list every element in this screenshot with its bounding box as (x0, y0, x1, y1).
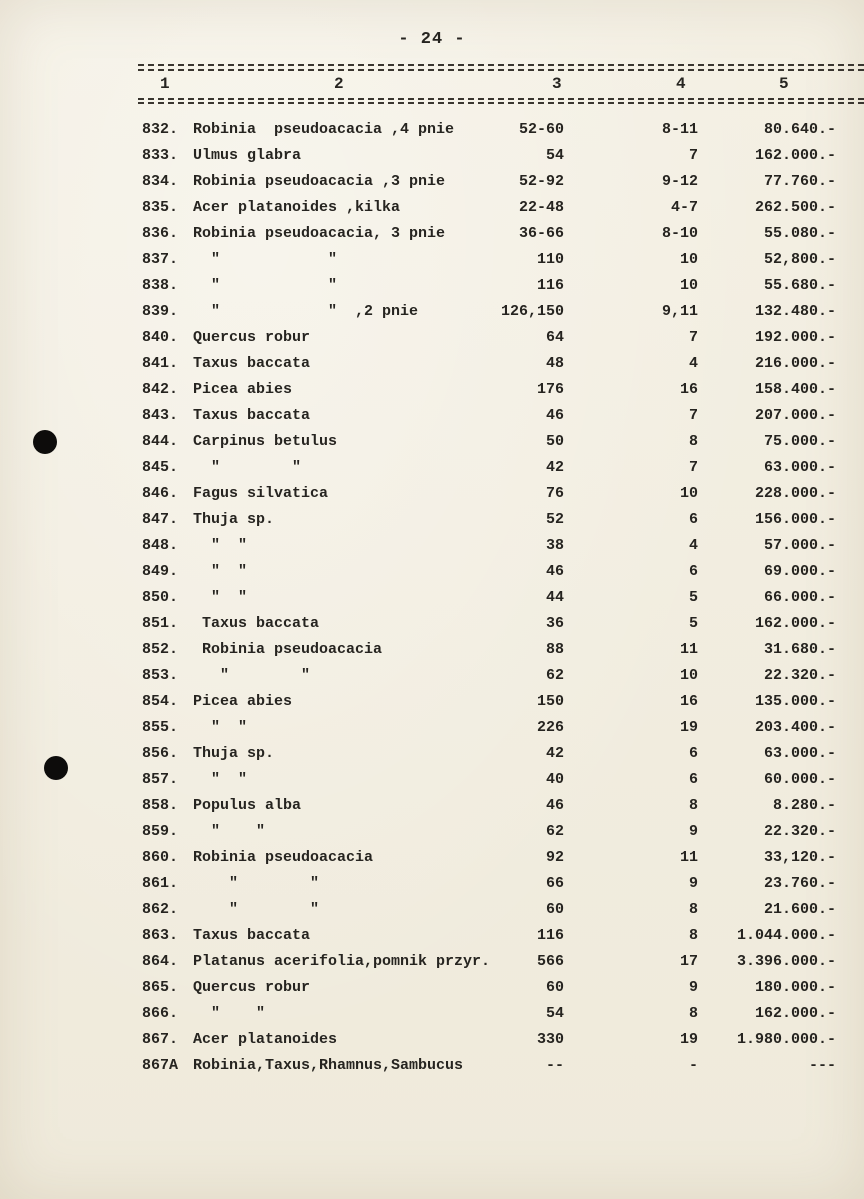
value-cell: 158.400.- (754, 381, 836, 398)
value-cell: 216.000.- (754, 355, 836, 372)
table-row (0, 793, 864, 819)
table-row (0, 715, 864, 741)
girth-cell: 116 (536, 927, 564, 944)
species-name: Fagus silvatica (193, 485, 329, 502)
table-row (0, 195, 864, 221)
species-name: Populus alba (193, 797, 302, 814)
height-cell: 7 (688, 329, 698, 346)
header-rule-top (138, 64, 864, 66)
girth-cell: 88 (545, 641, 564, 658)
girth-cell: 62 (545, 823, 564, 840)
girth-cell: 40 (545, 771, 564, 788)
table-row (0, 273, 864, 299)
girth-cell: 150 (536, 693, 564, 710)
table-row (0, 403, 864, 429)
height-cell: 8 (688, 433, 698, 450)
row-number: 846. (142, 485, 179, 502)
species-name: " " (193, 901, 320, 918)
species-name: " " (193, 823, 266, 840)
girth-cell: 38 (545, 537, 564, 554)
girth-cell: 48 (545, 355, 564, 372)
row-number: 858. (142, 797, 179, 814)
girth-cell: 116 (536, 277, 564, 294)
species-name: " " (193, 459, 302, 476)
girth-cell: 566 (536, 953, 564, 970)
species-name: " " ,2 pnie (193, 303, 419, 320)
row-number: 864. (142, 953, 179, 970)
species-name: " " (193, 667, 311, 684)
value-cell: 8.280.- (772, 797, 836, 814)
species-name: Acer platanoides ,kilka (193, 199, 401, 216)
table-row (0, 689, 864, 715)
table-row (0, 1027, 864, 1053)
table-row (0, 1053, 864, 1079)
value-cell: 1.044.000.- (736, 927, 836, 944)
row-number: 852. (142, 641, 179, 658)
value-cell: 132.480.- (754, 303, 836, 320)
height-cell: 9 (688, 823, 698, 840)
row-number: 860. (142, 849, 179, 866)
row-number: 839. (142, 303, 179, 320)
species-name: Taxus baccata (193, 355, 311, 372)
table-row (0, 975, 864, 1001)
row-number: 855. (142, 719, 179, 736)
height-cell: 9 (688, 979, 698, 996)
value-cell: 228.000.- (754, 485, 836, 502)
row-number: 856. (142, 745, 179, 762)
row-number: 833. (142, 147, 179, 164)
girth-cell: 60 (545, 901, 564, 918)
value-cell: 180.000.- (754, 979, 836, 996)
girth-cell: 52-92 (518, 173, 564, 190)
page-number: - 24 - (398, 30, 466, 49)
species-name: Thuja sp. (193, 511, 275, 528)
row-number: 847. (142, 511, 179, 528)
height-cell: 10 (679, 667, 698, 684)
column-header-3: 3 (552, 75, 562, 93)
height-cell: 11 (679, 849, 698, 866)
table-row (0, 611, 864, 637)
girth-cell: 22-48 (518, 199, 564, 216)
species-name: Platanus acerifolia,pomnik przyr. (193, 953, 491, 970)
row-number: 861. (142, 875, 179, 892)
girth-cell: 50 (545, 433, 564, 450)
species-name: " " (193, 563, 248, 580)
value-cell: 33,120.- (763, 849, 836, 866)
row-number: 851. (142, 615, 179, 632)
species-name: " " (193, 589, 248, 606)
value-cell: 57.000.- (763, 537, 836, 554)
value-cell: 162.000.- (754, 1005, 836, 1022)
girth-cell: 66 (545, 875, 564, 892)
table-row (0, 949, 864, 975)
girth-cell: 46 (545, 563, 564, 580)
girth-cell: 226 (536, 719, 564, 736)
girth-cell: 54 (545, 147, 564, 164)
height-cell: 16 (679, 381, 698, 398)
table-row (0, 481, 864, 507)
row-number: 867. (142, 1031, 179, 1048)
header-rule-bottom-double (138, 102, 864, 104)
row-number: 863. (142, 927, 179, 944)
header-rule-bottom (138, 98, 864, 100)
girth-cell: 62 (545, 667, 564, 684)
species-name: Thuja sp. (193, 745, 275, 762)
species-name: Picea abies (193, 693, 293, 710)
table-row (0, 897, 864, 923)
table-row (0, 247, 864, 273)
species-name: Taxus baccata (193, 927, 311, 944)
row-number: 836. (142, 225, 179, 242)
tree-table (0, 117, 864, 1079)
table-row (0, 221, 864, 247)
column-header-5: 5 (779, 75, 789, 93)
table-row (0, 1001, 864, 1027)
value-cell: 77.760.- (763, 173, 836, 190)
height-cell: 17 (679, 953, 698, 970)
value-cell: 75.000.- (763, 433, 836, 450)
value-cell: 31.680.- (763, 641, 836, 658)
row-number: 865. (142, 979, 179, 996)
height-cell: 19 (679, 719, 698, 736)
table-row (0, 429, 864, 455)
row-number: 862. (142, 901, 179, 918)
table-row (0, 325, 864, 351)
table-row (0, 117, 864, 143)
table-row (0, 143, 864, 169)
row-number: 838. (142, 277, 179, 294)
height-cell: 8-10 (661, 225, 698, 242)
table-row (0, 637, 864, 663)
species-name: Quercus robur (193, 979, 311, 996)
table-row (0, 585, 864, 611)
species-name: Picea abies (193, 381, 293, 398)
table-row (0, 533, 864, 559)
height-cell: 8 (688, 901, 698, 918)
value-cell: 69.000.- (763, 563, 836, 580)
value-cell: 66.000.- (763, 589, 836, 606)
value-cell: 156.000.- (754, 511, 836, 528)
row-number: 866. (142, 1005, 179, 1022)
height-cell: 6 (688, 745, 698, 762)
girth-cell: 126,150 (500, 303, 564, 320)
column-header-1: 1 (160, 75, 170, 93)
species-name: Robinia,Taxus,Rhamnus,Sambucus (193, 1057, 464, 1074)
column-header-4: 4 (676, 75, 686, 93)
row-number: 834. (142, 173, 179, 190)
row-number: 850. (142, 589, 179, 606)
species-name: " " (193, 277, 338, 294)
species-name: " " (193, 875, 320, 892)
table-row (0, 299, 864, 325)
row-number: 842. (142, 381, 179, 398)
height-cell: 6 (688, 511, 698, 528)
row-number: 841. (142, 355, 179, 372)
height-cell: 11 (679, 641, 698, 658)
value-cell: 207.000.- (754, 407, 836, 424)
row-number: 867A (142, 1057, 179, 1074)
value-cell: 60.000.- (763, 771, 836, 788)
row-number: 845. (142, 459, 179, 476)
girth-cell: 46 (545, 407, 564, 424)
table-row (0, 767, 864, 793)
girth-cell: 330 (536, 1031, 564, 1048)
row-number: 848. (142, 537, 179, 554)
species-name: " " (193, 771, 248, 788)
height-cell: 7 (688, 147, 698, 164)
value-cell: 135.000.- (754, 693, 836, 710)
header-rule-top-double (138, 69, 864, 71)
species-name: " " (193, 1005, 266, 1022)
height-cell: 10 (679, 485, 698, 502)
value-cell: 1.980.000.- (736, 1031, 836, 1048)
species-name: Robinia pseudoacacia, 3 pnie (193, 225, 446, 242)
table-row (0, 819, 864, 845)
girth-cell: 42 (545, 459, 564, 476)
value-cell: 22.320.- (763, 667, 836, 684)
height-cell: 9 (688, 875, 698, 892)
row-number: 854. (142, 693, 179, 710)
table-row (0, 741, 864, 767)
value-cell: 192.000.- (754, 329, 836, 346)
table-row (0, 455, 864, 481)
height-cell: 6 (688, 771, 698, 788)
girth-cell: 42 (545, 745, 564, 762)
height-cell: 6 (688, 563, 698, 580)
table-row (0, 351, 864, 377)
height-cell: 9,11 (661, 303, 698, 320)
value-cell: 52,800.- (763, 251, 836, 268)
species-name: Carpinus betulus (193, 433, 338, 450)
table-row (0, 923, 864, 949)
species-name: Acer platanoides (193, 1031, 338, 1048)
table-row (0, 845, 864, 871)
height-cell: 4 (688, 355, 698, 372)
row-number: 835. (142, 199, 179, 216)
row-number: 837. (142, 251, 179, 268)
column-header-2: 2 (334, 75, 344, 93)
height-cell: 10 (679, 277, 698, 294)
height-cell: 4 (688, 537, 698, 554)
girth-cell: 52 (545, 511, 564, 528)
girth-cell: 92 (545, 849, 564, 866)
punch-hole (33, 430, 57, 454)
height-cell: 5 (688, 615, 698, 632)
row-number: 844. (142, 433, 179, 450)
value-cell: 21.600.- (763, 901, 836, 918)
row-number: 859. (142, 823, 179, 840)
girth-cell: 176 (536, 381, 564, 398)
value-cell: 80.640.- (763, 121, 836, 138)
species-name: Taxus baccata (193, 407, 311, 424)
species-name: " " (193, 251, 338, 268)
species-name: Quercus robur (193, 329, 311, 346)
value-cell: 3.396.000.- (736, 953, 836, 970)
table-row (0, 169, 864, 195)
girth-cell: 36-66 (518, 225, 564, 242)
girth-cell: -- (545, 1057, 564, 1074)
value-cell: 203.400.- (754, 719, 836, 736)
girth-cell: 54 (545, 1005, 564, 1022)
value-cell: 63.000.- (763, 745, 836, 762)
value-cell: 55.680.- (763, 277, 836, 294)
height-cell: - (688, 1057, 698, 1074)
value-cell: 63.000.- (763, 459, 836, 476)
table-row (0, 871, 864, 897)
row-number: 843. (142, 407, 179, 424)
height-cell: 8 (688, 797, 698, 814)
girth-cell: 110 (536, 251, 564, 268)
punch-hole (44, 756, 68, 780)
girth-cell: 64 (545, 329, 564, 346)
girth-cell: 44 (545, 589, 564, 606)
species-name: " " (193, 719, 248, 736)
value-cell: 162.000.- (754, 615, 836, 632)
height-cell: 8 (688, 927, 698, 944)
height-cell: 7 (688, 407, 698, 424)
height-cell: 8 (688, 1005, 698, 1022)
height-cell: 16 (679, 693, 698, 710)
height-cell: 19 (679, 1031, 698, 1048)
height-cell: 8-11 (661, 121, 698, 138)
value-cell: --- (808, 1057, 836, 1074)
row-number: 849. (142, 563, 179, 580)
table-row (0, 507, 864, 533)
value-cell: 162.000.- (754, 147, 836, 164)
value-cell: 22.320.- (763, 823, 836, 840)
height-cell: 9-12 (661, 173, 698, 190)
height-cell: 5 (688, 589, 698, 606)
girth-cell: 46 (545, 797, 564, 814)
species-name: Robinia pseudoacacia (193, 641, 383, 658)
row-number: 832. (142, 121, 179, 138)
row-number: 857. (142, 771, 179, 788)
height-cell: 7 (688, 459, 698, 476)
girth-cell: 52-60 (518, 121, 564, 138)
species-name: Ulmus glabra (193, 147, 302, 164)
girth-cell: 36 (545, 615, 564, 632)
species-name: Taxus baccata (193, 615, 320, 632)
height-cell: 10 (679, 251, 698, 268)
species-name: Robinia pseudoacacia ,3 pnie (193, 173, 446, 190)
table-row (0, 559, 864, 585)
species-name: Robinia pseudoacacia ,4 pnie (193, 121, 455, 138)
girth-cell: 60 (545, 979, 564, 996)
row-number: 840. (142, 329, 179, 346)
girth-cell: 76 (545, 485, 564, 502)
height-cell: 4-7 (670, 199, 698, 216)
value-cell: 262.500.- (754, 199, 836, 216)
table-row (0, 377, 864, 403)
species-name: Robinia pseudoacacia (193, 849, 374, 866)
row-number: 853. (142, 667, 179, 684)
table-row (0, 663, 864, 689)
value-cell: 55.080.- (763, 225, 836, 242)
species-name: " " (193, 537, 248, 554)
value-cell: 23.760.- (763, 875, 836, 892)
